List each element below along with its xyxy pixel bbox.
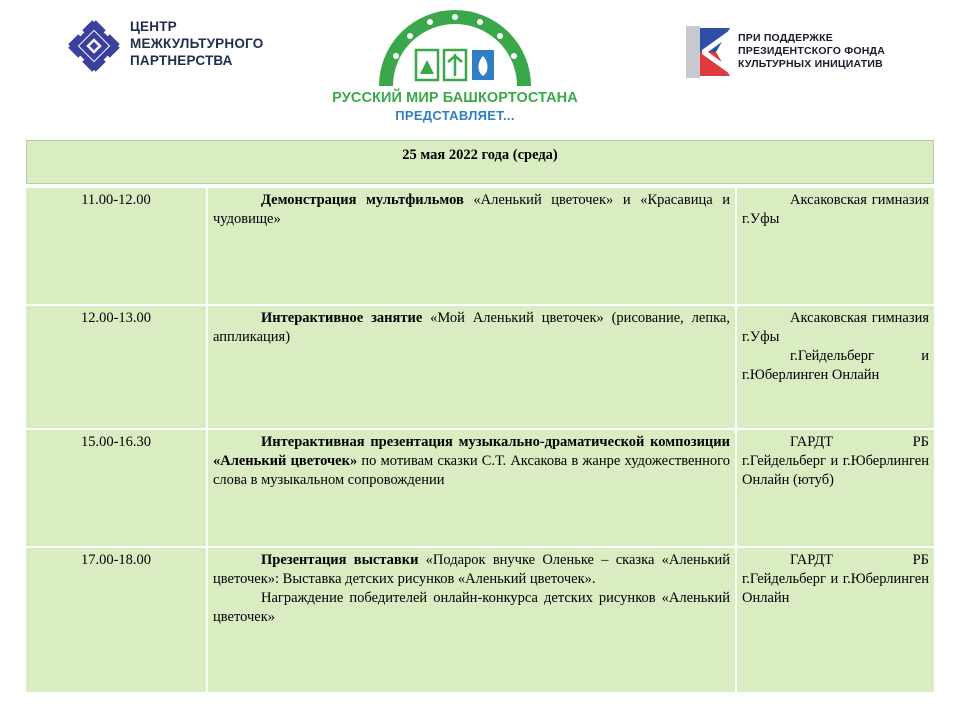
place-cell [737, 188, 934, 304]
time-cell: 15.00-16.30 [26, 430, 208, 546]
schedule-table [26, 140, 934, 692]
event-title: Презентация выставки [261, 552, 419, 568]
event-paragraph [213, 309, 730, 347]
fund-support-text: ПРИ ПОДДЕРЖКЕ ПРЕЗИДЕНТСКОГО ФОНДА КУЛЬТУРНЫХ ИНИЦИАТИВ [738, 32, 885, 70]
schedule-date-header: 25 мая 2022 года (среда) [26, 140, 934, 184]
russkiy-mir-bashkortostana-logo [330, 4, 580, 124]
event-cell [208, 430, 737, 546]
event-title: Демонстрация мультфильмов [261, 192, 464, 208]
event-paragraph [213, 589, 730, 627]
event-paragraph [213, 551, 730, 589]
event-description: Награждение победителей онлайн-конкурса детских рисунков «Аленький цветочек» [213, 590, 730, 625]
table-row [26, 306, 934, 430]
time-cell: 12.00-13.00 [26, 306, 208, 428]
place-cell [737, 548, 934, 692]
table-row [26, 188, 934, 306]
table-row [26, 430, 934, 548]
table-row [26, 548, 934, 692]
place-cell [737, 430, 934, 546]
place-cell [737, 306, 934, 428]
presidential-fund-flag-icon [686, 26, 732, 78]
time-cell: 17.00-18.00 [26, 548, 208, 692]
event-title: Интерактивное занятие [261, 310, 423, 326]
russkiy-mir-arch-icon [374, 4, 536, 88]
event-description: «Подарок внучке Оленьке – сказка «Аленький цветочек»: Выставка детских рисунков «Аленький цветочек». [213, 552, 730, 587]
logo-subtitle: ПРЕДСТАВЛЯЕТ... [395, 108, 515, 123]
time-cell: 11.00-12.00 [26, 188, 208, 304]
org-name: ЦЕНТР МЕЖКУЛЬТУРНОГО ПАРТНЕРСТВА [130, 19, 264, 68]
event-paragraph [213, 433, 730, 490]
event-title: Интерактивная презентация музыкально-драматической композиции «Аленький цветочек» [213, 434, 730, 469]
event-cell [208, 306, 737, 428]
place-text: Аксаковская гимназия г.Уфы [742, 310, 929, 345]
center-intercultural-partnership-logo [66, 18, 296, 74]
logo-title: РУССКИЙ МИР БАШКОРТОСТАНА [332, 90, 578, 106]
event-description: «Аленький цветочек» и «Красавица и чудовище» [213, 192, 730, 227]
place-text: ГАРДТ РБ г.Гейдельберг и г.Юберлинген Онлайн [742, 552, 929, 606]
event-description: «Мой Аленький цветочек» (рисование, лепка, аппликация) [213, 310, 730, 345]
place-text: г.Гейдельберг и г.Юберлинген Онлайн [742, 348, 929, 383]
event-description: по мотивам сказки С.Т. Аксакова в жанре художественного слова в музыкальном сопровождении [213, 453, 730, 488]
event-cell [208, 548, 737, 692]
presidential-fund-logo [686, 26, 926, 78]
event-paragraph [213, 191, 730, 229]
place-text: Аксаковская гимназия г.Уфы [742, 192, 929, 227]
place-text: ГАРДТ РБ г.Гейдельберг и г.Юберлинген Онлайн (ютуб) [742, 434, 929, 488]
ornament-knot-icon [66, 18, 122, 74]
event-cell [208, 188, 737, 304]
